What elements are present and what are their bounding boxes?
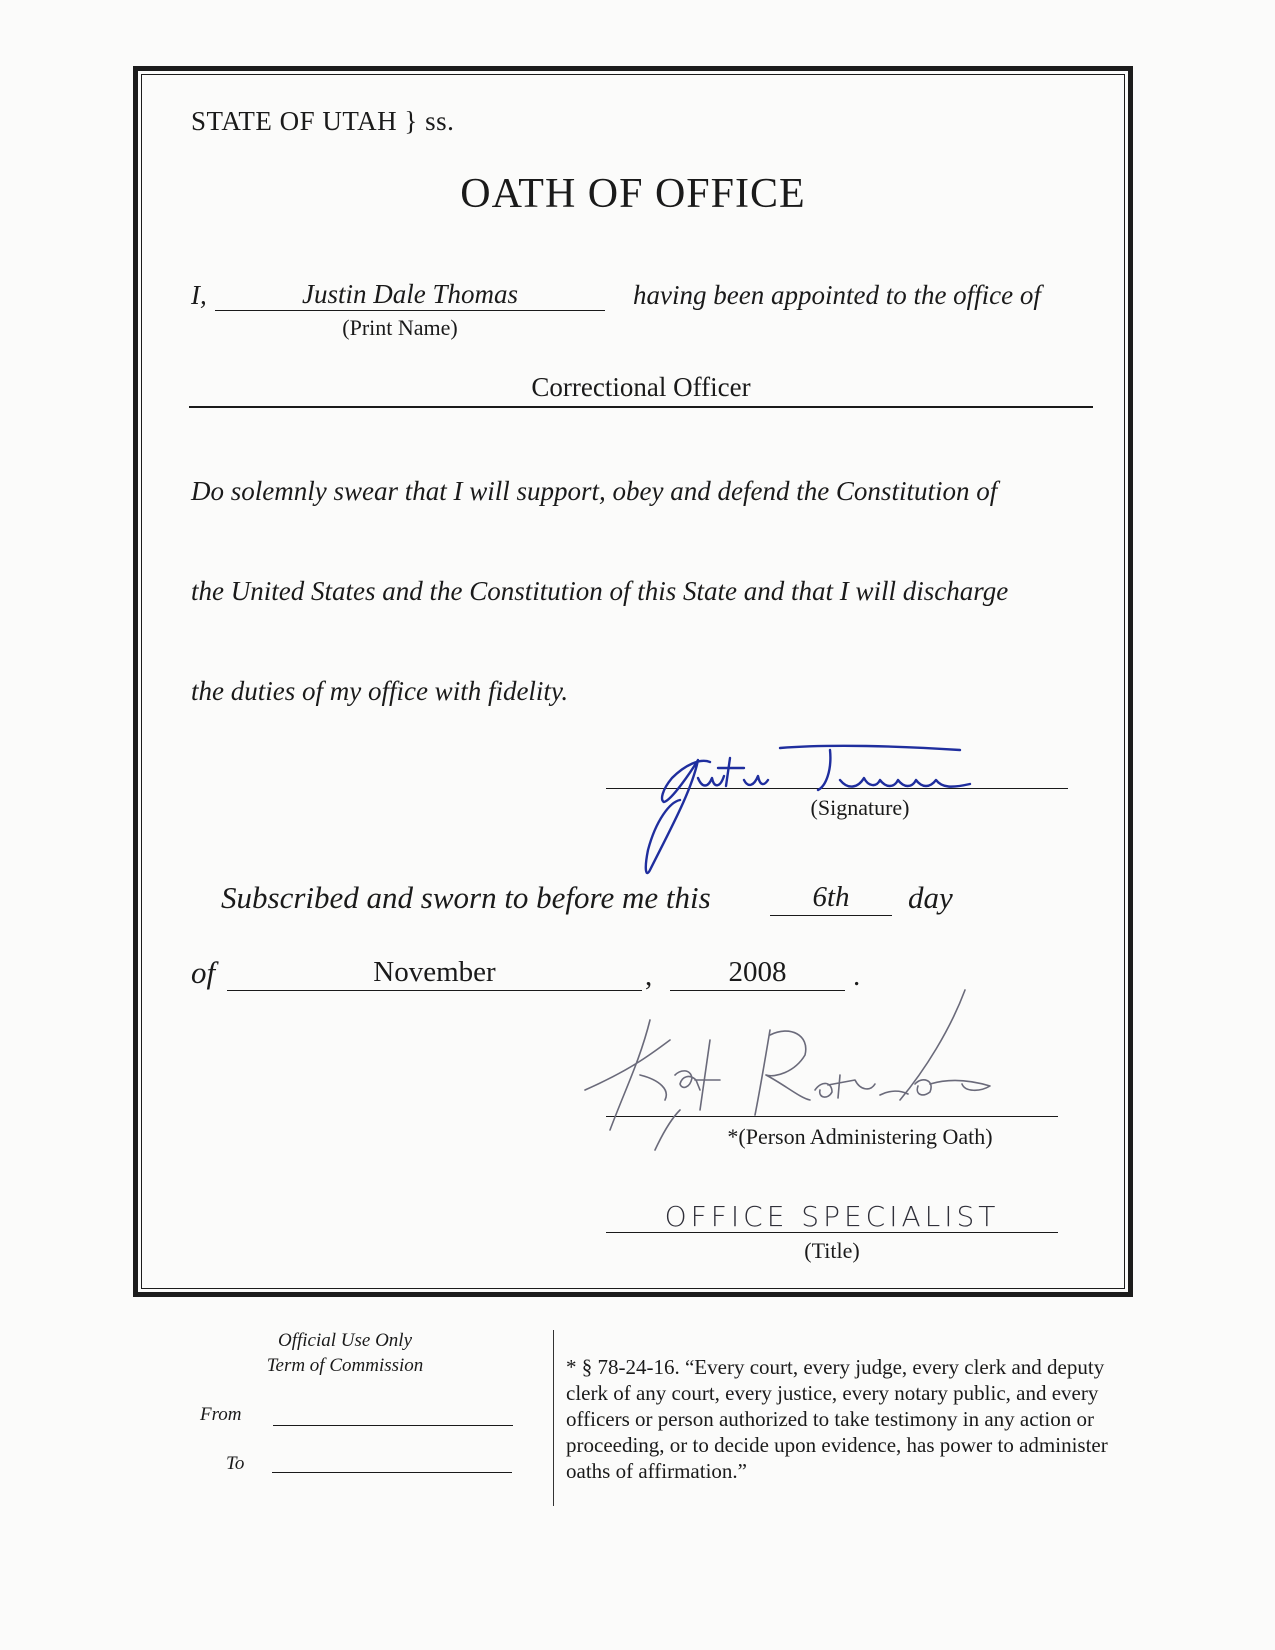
term-of-commission-label: Term of Commission <box>266 1355 424 1376</box>
of-label: of <box>191 955 216 990</box>
day-line <box>770 915 892 916</box>
from-label: From <box>200 1404 242 1425</box>
from-line <box>273 1425 513 1426</box>
office-line <box>189 406 1093 408</box>
year-value: 2008 <box>728 956 787 988</box>
footer-divider <box>553 1330 554 1506</box>
year-period: . <box>853 960 861 992</box>
title-label: (Title) <box>804 1238 860 1263</box>
administrator-label: *(Person Administering Oath) <box>727 1124 993 1149</box>
document-title: OATH OF OFFICE <box>460 171 806 217</box>
print-name-line <box>215 310 605 311</box>
to-label: To <box>226 1453 245 1474</box>
oath-text-line-3: the duties of my office with fidelity. <box>191 676 569 706</box>
oath-text-line-1: Do solemnly swear that I will support, obey and defend the Constitution of <box>191 476 998 506</box>
month-value: November <box>373 956 496 988</box>
print-name-value: Justin Dale Thomas <box>302 279 518 309</box>
office-value: Correctional Officer <box>531 372 751 402</box>
oath-text-line-2: the United States and the Constitution of this State and that I will discharge <box>191 576 1009 606</box>
day-value: 6th <box>812 881 850 913</box>
state-venue-line: STATE OF UTAH } ss. <box>191 106 455 136</box>
to-line <box>272 1472 512 1473</box>
sworn-text: Subscribed and sworn to before me this <box>221 880 711 915</box>
month-comma: , <box>645 960 653 992</box>
title-line <box>606 1232 1058 1233</box>
pronoun-label: I, <box>191 280 207 310</box>
official-use-label: Official Use Only <box>277 1330 413 1351</box>
day-suffix: day <box>908 880 953 915</box>
print-name-label: (Print Name) <box>342 315 458 340</box>
signature-label: (Signature) <box>810 795 910 820</box>
administrator-title-value: OFFICE SPECIALIST <box>664 1200 1000 1233</box>
appointed-text: having been appointed to the office of <box>633 280 1041 310</box>
statute-text: * § 78-24-16. “Every court, every judge, every clerk and deputy clerk of any court, every justice, every notary public, and every officers or person authorized to take testimony in any action or proceeding, or to decide upon evidence, has power to administer oaths of affirmation.” <box>566 1355 1108 1483</box>
